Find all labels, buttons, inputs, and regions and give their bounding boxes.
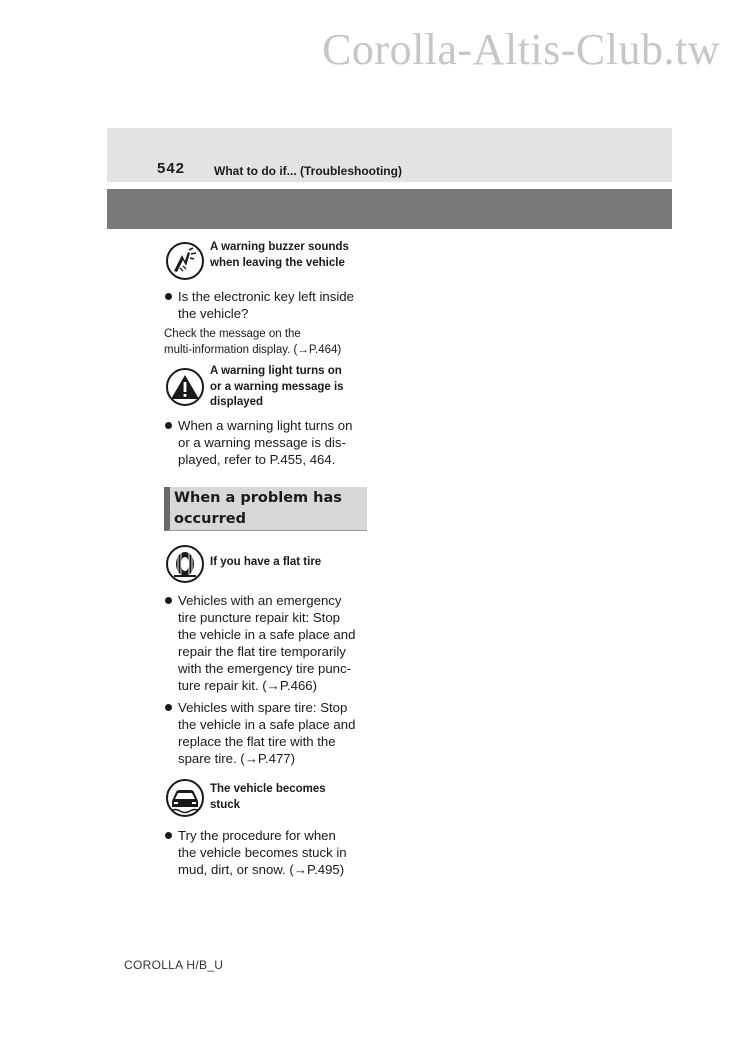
subheading: When a problem has occurred [164, 487, 367, 531]
bullet-dot [165, 832, 172, 839]
list-item: Is the electronic key left inside the vehicle? [164, 288, 364, 322]
flat-tire-heading [164, 543, 374, 589]
watermark: Corolla-Altis-Club.tw [322, 25, 720, 74]
list-item: When a warning light turns on or a warning message is dis- played, refer to P.455, 464. [164, 417, 364, 468]
list-item: Vehicles with spare tire: Stop the vehicle in a safe place and replace the flat tire with the spare tire. (→P.477) [164, 699, 364, 767]
note-text: Check the message on the multi-information display. (→P.464) [164, 328, 342, 356]
flat-tire-icon [166, 545, 204, 583]
bullet-dot [165, 597, 172, 604]
stuck-vehicle-icon [166, 779, 204, 817]
bullet-dot [165, 422, 172, 429]
bullet-dot [165, 293, 172, 300]
flat-tire-label: If you have a flat tire [210, 556, 322, 568]
warning-buzzer-icon [166, 242, 204, 280]
warning-light-label: A warning light turns on or a warning message is displayed [210, 365, 344, 408]
warning-triangle-icon [166, 368, 204, 406]
section-band [107, 189, 672, 229]
buzzer-label: A warning buzzer sounds when leaving the vehicle [210, 241, 349, 269]
warning-light-heading [164, 364, 374, 410]
footer-model-code: COROLLA H/B_U [124, 958, 224, 972]
list-item: Vehicles with an emergency tire puncture repair kit: Stop the vehicle in a safe place and repair the flat tire temporarily with the emergency tire punc- ture repair kit. (→P.466) [164, 592, 364, 694]
bullet-dot [165, 704, 172, 711]
buzzer-heading [164, 240, 374, 286]
page-number: 542 [157, 160, 186, 177]
list-item: Try the procedure for when the vehicle becomes stuck in mud, dirt, or snow. (→P.495) [164, 827, 364, 878]
section-title: What to do if... (Troubleshooting) [214, 164, 402, 178]
stuck-heading [164, 780, 374, 826]
stuck-label: The vehicle becomes stuck [210, 783, 326, 811]
